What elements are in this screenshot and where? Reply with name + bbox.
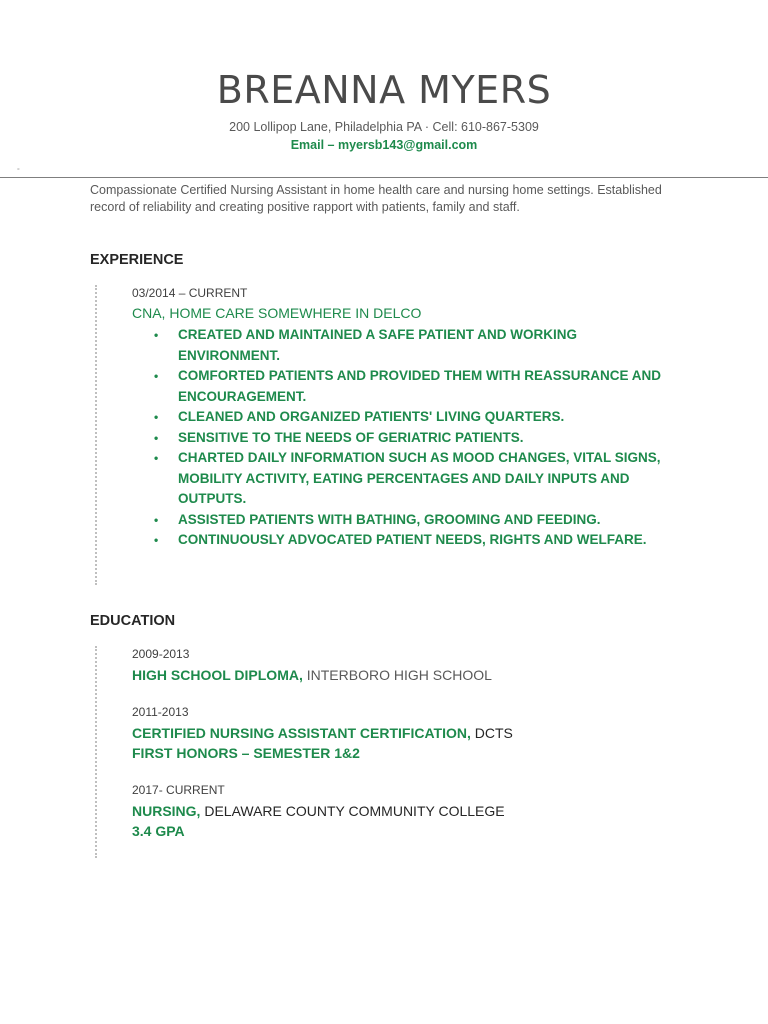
bullet-text: SENSITIVE TO THE NEEDS OF GERIATRIC PATIENTS. (178, 429, 524, 445)
experience-bullet (132, 407, 678, 428)
experience-entry (132, 285, 692, 551)
experience-bullet (132, 366, 678, 407)
education-gpa: 3.4 GPA (132, 823, 185, 839)
education-school: DELAWARE COUNTY COMMUNITY COLLEGE (200, 803, 505, 819)
experience-bullet (132, 325, 678, 366)
education-credential (132, 665, 692, 685)
bullet-text: ASSISTED PATIENTS WITH BATHING, GROOMING AND FEEDING. (178, 511, 601, 527)
education-date: 2009-2013 (132, 647, 190, 661)
education-honors: FIRST HONORS – SEMESTER 1&2 (132, 745, 360, 761)
experience-bullet (132, 448, 678, 510)
education-credential (132, 723, 692, 743)
experience-heading: EXPERIENCE (90, 252, 184, 268)
contact-line: 200 Lollipop Lane, Philadelphia PA · Cell: 610-867-5309 (229, 120, 539, 134)
header-divider (0, 177, 768, 178)
education-school: INTERBORO HIGH SCHOOL (302, 667, 492, 683)
education-heading: EDUCATION (90, 613, 176, 629)
education-entry (132, 704, 692, 763)
bullet-text: CLEANED AND ORGANIZED PATIENTS' LIVING QUARTERS. (178, 409, 565, 424)
experience-bullet-list (132, 325, 692, 551)
bullet-text: CREATED AND MAINTAINED A SAFE PATIENT AND WORKING ENVIRONMENT. (178, 327, 577, 363)
bullet-text: COMFORTED PATIENTS AND PROVIDED THEM WITH REASSURANCE AND ENCOURAGEMENT. (178, 368, 662, 404)
experience-date: 03/2014 – CURRENT (132, 286, 248, 300)
education-school: DCTS (470, 725, 513, 741)
stray-mark: ° (17, 168, 20, 175)
experience-bullet (132, 428, 678, 449)
bullet-icon: • (154, 369, 159, 383)
bullet-text: CONTINUOUSLY ADVOCATED PATIENT NEEDS, RIGHTS AND WELFARE. (178, 532, 647, 547)
bullet-icon: • (154, 533, 159, 547)
education-credential (132, 801, 692, 821)
education-degree: HIGH SCHOOL DIPLOMA, (132, 667, 303, 683)
bullet-icon: • (154, 410, 159, 424)
education-entry (132, 782, 692, 841)
education-timeline-line (95, 646, 97, 858)
experience-bullet (132, 510, 678, 531)
bullet-icon: • (154, 430, 159, 445)
bullet-text: CHARTED DAILY INFORMATION SUCH AS MOOD CHANGES, VITAL SIGNS, MOBILITY ACTIVITY, EATING PERCENTAGES AND DAILY INPUTS AND OUTPUTS. (178, 450, 661, 506)
experience-bullet (132, 530, 678, 551)
experience-job-title: CNA, HOME CARE SOMEWHERE IN DELCO (132, 305, 422, 321)
bullet-icon: • (154, 512, 159, 527)
experience-timeline-line (95, 285, 97, 585)
resume-header (0, 66, 768, 154)
education-degree: CERTIFIED NURSING ASSISTANT CERTIFICATION, (132, 725, 471, 741)
bullet-icon: • (154, 451, 159, 465)
bullet-icon: • (154, 328, 159, 342)
education-date: 2011-2013 (132, 705, 189, 719)
email-line: Email – myersb143@gmail.com (290, 138, 478, 152)
education-degree: NURSING, (132, 803, 201, 819)
summary-text: Compassionate Certified Nursing Assistant in home health care and nursing home settings. Established record of reliability and creating positive rapport with patients, family and staff. (90, 183, 662, 214)
education-date: 2017- CURRENT (132, 783, 225, 797)
education-entry (132, 646, 692, 685)
candidate-name: BREANNA MYERS (216, 68, 552, 112)
